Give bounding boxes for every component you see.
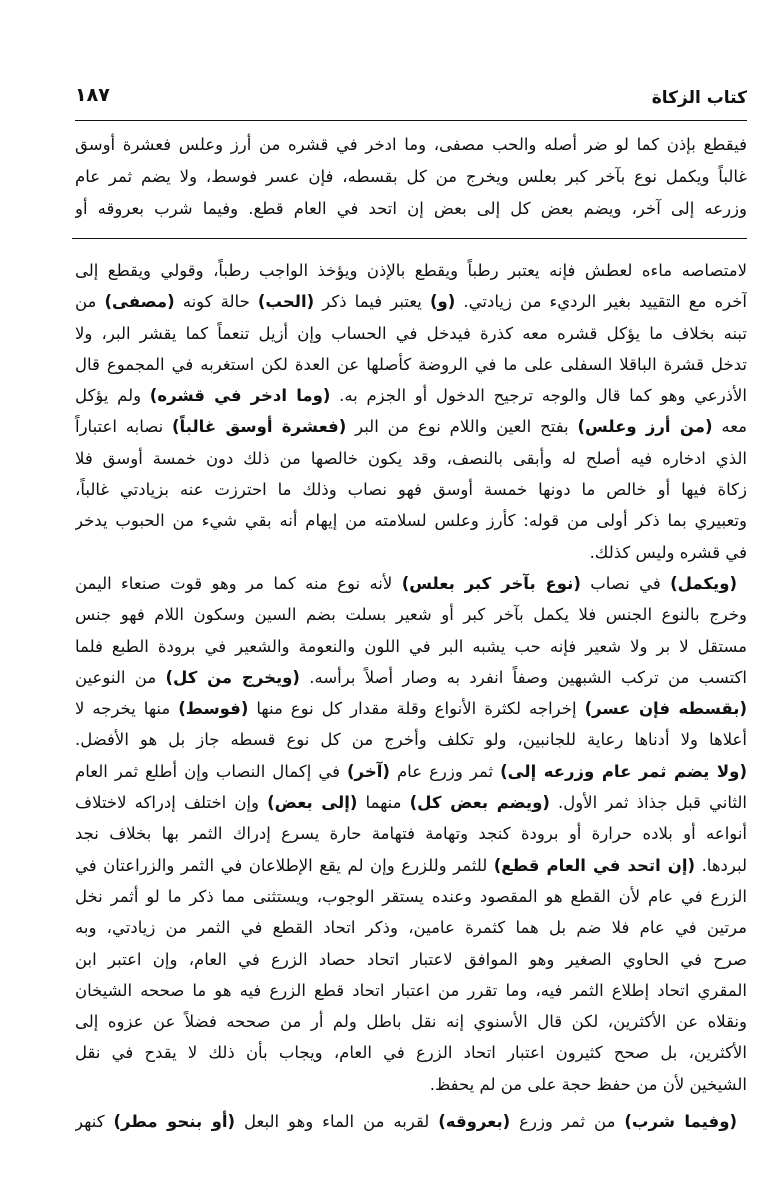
commentary-line [75,443,747,474]
commentary-text-segment: في نصاب [580,573,671,593]
commentary-line [75,881,747,912]
quoted-matn-phrase: (وفيما شرب) [624,1112,738,1132]
commentary-line [75,505,747,536]
commentary-text-segment: منها يخرجه لا [75,699,179,719]
main-text-line: غالباً ويكمل نوع بآخر كبر بعلس ويخرج من كل بقسطه، فإن عسر فوسط، ولا يضم ثمر عام [75,167,747,186]
page-number: ١٨٧ [75,84,110,106]
quoted-matn-phrase: (أو بنحو مطر) [113,1112,236,1132]
commentary-line [75,850,747,881]
commentary-text-segment: يعتبر فيما ذكر [314,292,430,312]
commentary-line [75,693,747,724]
commentary-text-segment: صرح في الحاوي الصغير وهو الموافق لاعتبار اتحاد حصاد الزرع في العام، وإن اعتبر ابن [75,949,747,969]
commentary-text-segment: وخرج بالنوع الجنس فلا يكمل بآخر كبر أو شعير بسلت بضم السين وسكون اللام فهو جنس [75,605,747,625]
commentary-text-segment: أنواعه أو بلاده حرارة أو برودة كنجد وتهامة فتهامة حارة يسرع إدراك الثمر بها بخلاف نجد [75,824,747,844]
quoted-matn-phrase: (ويضم بعض كل) [409,793,550,813]
commentary-text-segment: الثاني قبل جذاذ ثمر الأول. [549,793,747,813]
quoted-matn-phrase: (نوع بآخر كبر بعلس) [401,573,581,593]
commentary-text-segment: ولم يؤكل [75,386,150,406]
commentary-line [75,318,747,349]
running-header [75,84,747,114]
main-text [75,129,747,225]
commentary-text-segment: الذي ادخاره فيه أصلح له وأبقى بالنصف، وقد يكون خالصها من ذلك دون خمسة أوسق فلا [75,448,747,468]
commentary-line [75,1006,747,1037]
quoted-matn-phrase: (ويكمل) [670,573,738,593]
commentary-line [75,787,747,818]
commentary-text-segment: نصابه اعتباراً [75,417,164,437]
commentary-line [75,255,747,286]
commentary-text-segment: ونقلاه عن الأكثرين، لكن قال الأسنوي إنه نقل باطل ولم أر من صححه فضلاً عن عزوه إلى [75,1012,747,1032]
commentary-line [75,474,747,505]
quoted-matn-phrase: (فعشرة أوسق غالباً) [172,417,347,437]
commentary-line [75,537,747,568]
commentary-text-segment: معه [712,417,747,437]
quoted-matn-phrase: (من أرز وعلس) [577,417,713,437]
commentary-line [75,975,747,1006]
quoted-matn-phrase: (ويخرج من كل) [165,667,300,687]
quoted-matn-phrase: (بقسطه فإن عسر) [584,699,747,719]
commentary-text-segment: منهما [357,793,410,813]
commentary-text-segment: تدخل قشرة الباقلا السفلى على ما في الروضة كأصلها عن العدة لكن استغربه في المجموع قال [75,354,747,374]
commentary-line [75,756,747,787]
commentary-line [75,662,747,693]
commentary-text-segment: تبنه بخلاف ما يؤكل قشره معه كذرة فيدخل في الحساب وإن أزيل تنعماً كما يقشر البر، ولا [75,323,747,343]
commentary-line [75,1037,747,1068]
commentary-line [75,912,747,943]
commentary-line [75,568,747,599]
commentary-line [75,1069,747,1100]
quoted-matn-phrase: (إلى بعض) [267,793,358,813]
commentary-text-segment: زكاة فيها أو خالص ما دونها خمسة أوسق فهو نصاب وذلك ما احترزت عنه بزيادتي غالباً، [75,480,747,500]
commentary-text-segment: لقربه من الماء وهو البعل [235,1112,439,1132]
commentary-text-segment: من النوعين [75,667,166,687]
main-text-line: وزرعه إلى آخر، ويضم بعض كل إلى بعض إن اتحد في العام قطع. وفيما شرب بعروقه أو [75,199,747,218]
commentary-line [75,944,747,975]
commentary-text-segment: إخراجه لكثرة الأنواع وقلة مقدار كل نوع منها [248,699,585,719]
commentary-text-segment: وإن اختلف إدراكه لاختلاف [75,793,268,813]
commentary-text-segment: لأنه نوع منه كما مر وهو قوت صنعاء اليمن [75,573,402,593]
commentary-text-segment: كنهر [75,1112,114,1132]
commentary-text-segment: للثمر وللزرع وإن لم يقع الإطلاعان في الثمر والزراعتان في [75,855,494,875]
commentary-text-segment: الشيخين لأن من حفظ حجة على من لم يحفظ. [429,1074,747,1094]
commentary-line [75,286,747,317]
commentary-line [75,1106,747,1137]
commentary-line [75,631,747,662]
quoted-matn-phrase: (بعروقه) [438,1112,511,1132]
commentary-line [75,724,747,755]
commentary-text-segment: من ثمر وزرع [510,1112,625,1132]
commentary-text-segment: لبردها. [695,855,747,875]
quoted-matn-phrase: (وما ادخر في قشره) [149,386,331,406]
commentary-text-segment: آخره مع التقييد بغير الرديء من زيادتي. [455,292,747,312]
commentary-text-segment: لامتصاصه ماءه لعطش فإنه يعتبر رطباً ويقطع بالإذن ويؤخذ الواجب رطباً، وقولي ويقطع إلى [75,261,747,280]
quoted-matn-phrase: (الحب) [257,292,315,312]
quoted-matn-phrase: (فوسط) [178,699,249,719]
commentary-text-segment: بفتح العين واللام نوع من البر [346,417,578,437]
commentary-line [75,349,747,380]
commentary-text-segment: أعلاها ولا أدناها رعاية للجانبين، ولو تكلف وأخرج من كل نوع قسطه جاز بل هو الأفضل. [75,730,747,750]
commentary-text-segment: من [75,292,105,312]
commentary-text [75,255,747,1137]
chapter-title: كتاب الزكاة [651,88,747,108]
commentary-line [75,380,747,411]
footnote-separator-rule [72,238,747,239]
commentary-text-segment: وتعبيري بما ذكر أولى من قوله: كأرز وعلس لسلامته من إيهام أنه بقي شيء من الحبوب يدخر [75,511,747,531]
header-rule [75,120,747,121]
book-page [75,0,747,1185]
commentary-line [75,411,747,442]
commentary-text-segment: الأكثرين، بل صحح كثيرون اعتبار اتحاد الزرع في العام، ويجاب بأن ذلك لا يقدح في نقل [75,1043,747,1063]
quoted-matn-phrase: (ولا يضم ثمر عام وزرعه إلى) [500,761,747,781]
commentary-text-segment: الزرع في عام لأن القطع هو المقصود وعنده يستقر الوجوب، ويستثنى مما ذكر ما لو أثمر نخل [75,886,747,906]
commentary-text-segment: الأذرعي وهو كما قال والوجه ترجيح الدخول أو الجزم به. [330,386,747,406]
commentary-text-segment: مستقل لا بر ولا شعير فإنه حب يشبه البر في اللون والنعومة والشعير في برودة الطبع فلما [75,636,747,656]
commentary-text-segment: في قشره وليس كذلك. [589,542,747,562]
quoted-matn-phrase: (مصفى) [104,292,175,312]
quoted-matn-phrase: (و) [429,292,456,312]
quoted-matn-phrase: (إن اتحد في العام قطع) [493,855,696,875]
commentary-text-segment: اكتسب من تركب الشبهين وصفاً انفرد به وصار أصلاً برأسه. [299,667,747,687]
quoted-matn-phrase: (آخر) [347,761,390,781]
commentary-text-segment: في إكمال النصاب وإن أطلع ثمر العام [75,761,348,781]
commentary-text-segment: مرتين في عام فلا ضم بل هما كثمرة عامين، وذكر اتحاد القطع في الثمر من زيادتي، وبه [75,918,747,938]
commentary-line [75,599,747,630]
commentary-line [75,818,747,849]
commentary-text-segment: المقري اتحاد إطلاع الثمر فيه، وما تقرر من اعتبار اتحاد قطع الزرع فيه هو ما صححه الشيخان [75,980,747,1000]
main-text-line: فيقطع بإذن كما لو ضر أصله والحب مصفى، وما ادخر في قشره من أرز وعلس فعشرة أوسق [75,135,747,154]
commentary-text-segment: حالة كونه [174,292,258,312]
commentary-text-segment: ثمر وزرع عام [389,761,501,781]
